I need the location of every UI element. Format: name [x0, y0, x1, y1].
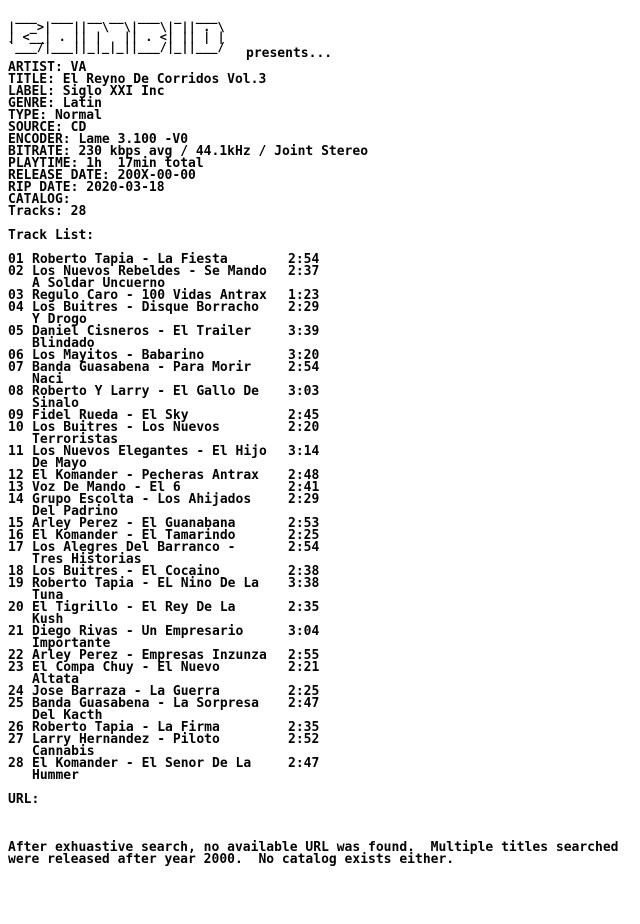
track-number: 27: [8, 732, 24, 747]
info-value: Normal: [54, 108, 102, 123]
track-duration: 3:14: [288, 444, 320, 459]
info-value: El Reyno De Corridos Vol.3: [62, 72, 267, 87]
track-duration: 3:03: [288, 384, 320, 399]
track-title: Fidel Rueda - El Sky: [32, 408, 189, 423]
track-number: 08: [8, 384, 24, 399]
track-row: [8, 302, 640, 326]
info-label: RIP DATE:: [8, 180, 79, 195]
track-row: [8, 662, 640, 686]
track-duration: 2:29: [288, 492, 320, 507]
track-duration: 3:39: [288, 324, 320, 339]
track-row: [8, 266, 640, 290]
track-row: [8, 326, 640, 350]
info-line: [8, 182, 640, 194]
track-duration: 1:23: [288, 288, 320, 303]
track-number: 15: [8, 516, 24, 531]
info-label: SOURCE:: [8, 120, 63, 135]
track-title: Roberto Y Larry - El Gallo De Sinalo: [32, 384, 259, 411]
info-label: LABEL:: [8, 84, 55, 99]
info-label: RELEASE DATE:: [8, 168, 110, 183]
track-duration: 2:47: [288, 696, 320, 711]
info-label: TYPE:: [8, 108, 48, 123]
info-value: Latin: [62, 96, 102, 111]
presents-text: presents...: [246, 46, 333, 61]
track-number: 02: [8, 264, 24, 279]
track-number: 04: [8, 300, 24, 315]
info-value: 2020-03-18: [86, 180, 165, 195]
track-number: 23: [8, 660, 24, 675]
track-number: 13: [8, 480, 24, 495]
track-row: [8, 734, 640, 758]
info-label: Tracks:: [8, 204, 63, 219]
track-title: El Tigrillo - El Rey De La Kush: [32, 600, 236, 627]
track-title: Grupo Escolta - Los Ahijados Del Padrino: [32, 492, 252, 519]
track-duration: 2:54: [288, 360, 320, 375]
track-duration: 2:52: [288, 732, 320, 747]
track-title: Arley Perez - Empresas Inzunza: [32, 648, 267, 663]
track-number: 24: [8, 684, 24, 699]
track-row: [8, 578, 640, 602]
group-logo-ascii: ___ ___ __ __ ___ _ ___ | _>| || \ \| \| || . \ | <__| . || | || . <| || | | `___/|___||_|_|_||___/|_||___/: [8, 10, 225, 54]
track-number: 18: [8, 564, 24, 579]
track-title: Roberto Tapia - EL Nino De La Tuna: [32, 576, 259, 603]
track-number: 06: [8, 348, 24, 363]
info-label: TITLE:: [8, 72, 55, 87]
track-title: Voz De Mando - El 6: [32, 480, 181, 495]
track-number: 20: [8, 600, 24, 615]
info-label: GENRE:: [8, 96, 55, 111]
info-label: CATALOG:: [8, 192, 71, 207]
track-title: Los Mayitos - Babarino: [32, 348, 205, 363]
track-title: Larry Hernandez - Piloto Cannabis: [32, 732, 220, 759]
track-duration: 2:35: [288, 720, 320, 735]
track-title: El Compa Chuy - El Nuevo Altata: [32, 660, 220, 687]
track-title: Banda Guasabena - Para Morir Naci: [32, 360, 252, 387]
info-label: BITRATE:: [8, 144, 71, 159]
track-duration: 2:35: [288, 600, 320, 615]
track-title: Roberto Tapia - La Firma: [32, 720, 220, 735]
track-number: 28: [8, 756, 24, 771]
track-title: El Komander - El Tamarindo: [32, 528, 236, 543]
info-line: [8, 98, 640, 110]
track-title: Diego Rivas - Un Empresario Importante: [32, 624, 244, 651]
track-title: Los Buitres - Disque Borracho Y Drogo: [32, 300, 259, 327]
info-label: ARTIST:: [8, 60, 63, 75]
track-title: Jose Barraza - La Guerra: [32, 684, 220, 699]
track-row: [8, 494, 640, 518]
track-row: [8, 422, 640, 446]
track-row: [8, 626, 640, 650]
track-duration: 2:38: [288, 564, 320, 579]
track-title: Los Nuevos Elegantes - El Hijo De Mayo: [32, 444, 267, 471]
track-title: Los Buitres - Los Nuevos Terroristas: [32, 420, 220, 447]
info-value: CD: [70, 120, 87, 135]
info-value: 28: [70, 204, 87, 219]
track-duration: 2:54: [288, 252, 320, 267]
track-title: Los Alegres Del Barranco - Tres Historias: [32, 540, 236, 567]
track-number: 05: [8, 324, 24, 339]
track-row: [8, 386, 640, 410]
track-duration: 2:48: [288, 468, 320, 483]
track-duration: 2:25: [288, 684, 320, 699]
track-title: Daniel Cisneros - El Trailer Blindado: [32, 324, 252, 351]
track-duration: 2:45: [288, 408, 320, 423]
track-number: 12: [8, 468, 24, 483]
track-duration: 2:25: [288, 528, 320, 543]
track-row: [8, 698, 640, 722]
track-number: 14: [8, 492, 24, 507]
track-row: [8, 446, 640, 470]
track-number: 25: [8, 696, 24, 711]
info-line: [8, 110, 640, 122]
track-duration: 3:38: [288, 576, 320, 591]
info-label: PLAYTIME:: [8, 156, 79, 171]
url-label: URL:: [8, 792, 40, 807]
track-number: 01: [8, 252, 24, 267]
info-value: Siglo XXI Inc: [62, 84, 165, 99]
info-value: 230 kbps avg / 44.1kHz / Joint Stereo: [78, 144, 369, 159]
info-line: [8, 206, 640, 218]
notes-text: After exhuastive search, no available URL was found. Multiple titles searched were released after year 2000. No catalog exists either.: [8, 840, 619, 867]
track-number: 11: [8, 444, 24, 459]
track-title: Banda Guasabena - La Sorpresa Del Kacth: [32, 696, 259, 723]
track-number: 26: [8, 720, 24, 735]
info-line: [8, 194, 640, 206]
track-duration: 2:53: [288, 516, 320, 531]
track-duration: 2:41: [288, 480, 320, 495]
track-row: [8, 602, 640, 626]
tracklist-heading: Track List:: [8, 228, 95, 243]
track-number: 07: [8, 360, 24, 375]
track-number: 16: [8, 528, 24, 543]
release-info: [8, 62, 640, 218]
track-number: 17: [8, 540, 24, 555]
info-label: ENCODER:: [8, 132, 71, 147]
track-row: [8, 758, 640, 782]
track-duration: 2:21: [288, 660, 320, 675]
track-number: 19: [8, 576, 24, 591]
track-number: 22: [8, 648, 24, 663]
track-number: 21: [8, 624, 24, 639]
info-value: Lame 3.100 -V0: [78, 132, 189, 147]
track-duration: 2:47: [288, 756, 320, 771]
track-duration: 2:20: [288, 420, 320, 435]
track-title: Los Buitres - El Cocaino: [32, 564, 220, 579]
track-list: [8, 254, 640, 782]
track-title: Roberto Tapia - La Fiesta: [32, 252, 228, 267]
track-title: Los Nuevos Rebeldes - Se Mando A Soldar Uncuerno: [32, 264, 267, 291]
track-duration: 2:29: [288, 300, 320, 315]
info-value: 1h 17min total: [86, 156, 204, 171]
track-duration: 2:55: [288, 648, 320, 663]
track-duration: 3:20: [288, 348, 320, 363]
track-number: 09: [8, 408, 24, 423]
info-value: 200X-00-00: [117, 168, 196, 183]
track-title: Arley Perez - El Guanabana: [32, 516, 236, 531]
track-number: 10: [8, 420, 24, 435]
track-row: [8, 362, 640, 386]
track-duration: 3:04: [288, 624, 320, 639]
header: [8, 12, 640, 62]
track-number: 03: [8, 288, 24, 303]
info-value: VA: [70, 60, 87, 75]
track-duration: 2:54: [288, 540, 320, 555]
track-row: [8, 542, 640, 566]
track-duration: 2:37: [288, 264, 320, 279]
info-line: [8, 86, 640, 98]
track-title: El Komander - Pecheras Antrax: [32, 468, 259, 483]
track-title: Regulo Caro - 100 Vidas Antrax: [32, 288, 267, 303]
track-title: El Komander - El Senor De La Hummer: [32, 756, 252, 783]
